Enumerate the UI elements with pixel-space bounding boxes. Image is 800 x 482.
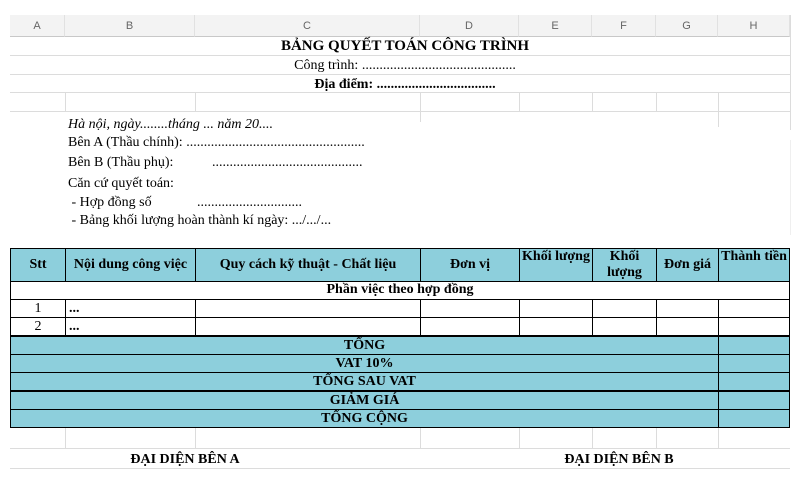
- gridline: [420, 428, 421, 448]
- location-line: Địa điểm: ..................................: [314, 77, 496, 92]
- gridline: [790, 15, 791, 130]
- summary-vat-value[interactable]: [718, 354, 790, 373]
- basis-label: Căn cứ quyết toán:: [68, 176, 174, 191]
- column-header-b[interactable]: B: [65, 15, 195, 37]
- table-row-2-content[interactable]: ...: [65, 317, 196, 336]
- gridline: [656, 92, 657, 111]
- table-row-2-amount[interactable]: [718, 317, 790, 336]
- column-header-c[interactable]: C: [195, 15, 420, 37]
- table-header-stt[interactable]: Stt: [10, 248, 66, 282]
- table-row-2-price[interactable]: [656, 317, 719, 336]
- date-line: Hà nội, ngày........tháng ... năm 20....: [68, 117, 273, 132]
- contract-number-label: - Hợp đồng số: [68, 195, 152, 210]
- volume-table-date: - Bảng khối lượng hoàn thành kí ngày: .../.../...: [68, 213, 332, 228]
- column-header-f[interactable]: F: [592, 15, 656, 37]
- project-line: Công trình: ............................................: [294, 58, 516, 73]
- gridline: [790, 140, 791, 235]
- gridline: [592, 92, 593, 111]
- gridline: [65, 428, 66, 448]
- summary-after-vat[interactable]: TỔNG SAU VAT: [10, 372, 719, 391]
- gridline: [656, 428, 657, 448]
- gridline: [420, 92, 421, 122]
- table-row-2-spec[interactable]: [195, 317, 421, 336]
- party-b-label: Bên B (Thầu phụ):: [68, 155, 174, 170]
- section-row[interactable]: Phần việc theo hợp đồng: [10, 281, 790, 300]
- gridline: [10, 111, 790, 112]
- summary-discount-value[interactable]: [718, 391, 790, 410]
- gridline: [519, 428, 520, 448]
- table-header-quantity-1[interactable]: Khối lượng: [519, 248, 593, 282]
- column-header-e[interactable]: E: [519, 15, 592, 37]
- signature-party-b: ĐẠI DIỆN BÊN B: [564, 452, 674, 467]
- gridline: [10, 468, 790, 469]
- summary-grand-total-value[interactable]: [718, 409, 790, 428]
- table-row-1-content[interactable]: ...: [65, 299, 196, 318]
- party-a-line: Bên A (Thầu chính): ...................................................: [68, 135, 365, 150]
- table-row-1-price[interactable]: [656, 299, 719, 318]
- contract-number-dots: ..............................: [197, 195, 302, 210]
- gridline: [195, 92, 196, 111]
- table-row-1-stt[interactable]: 1: [10, 299, 66, 318]
- gridline: [718, 92, 719, 127]
- table-row-1-qty2[interactable]: [592, 299, 657, 318]
- gridline: [592, 428, 593, 448]
- gridline: [10, 55, 790, 56]
- table-header-spec[interactable]: Quy cách kỹ thuật - Chất liệu: [195, 248, 421, 282]
- table-header-amount[interactable]: Thành tiền: [718, 248, 790, 282]
- gridline: [519, 92, 520, 111]
- summary-discount[interactable]: GIẢM GIÁ: [10, 391, 719, 410]
- table-row-2-unit[interactable]: [420, 317, 520, 336]
- gridline: [718, 428, 719, 448]
- column-header-a[interactable]: A: [10, 15, 65, 37]
- table-row-2-qty2[interactable]: [592, 317, 657, 336]
- summary-after-vat-value[interactable]: [718, 372, 790, 391]
- table-row-1-amount[interactable]: [718, 299, 790, 318]
- summary-total-value[interactable]: [718, 336, 790, 355]
- table-header-quantity-2[interactable]: Khối lượng: [592, 248, 657, 282]
- gridline: [10, 448, 790, 449]
- table-header-unit-price[interactable]: Đơn giá: [656, 248, 719, 282]
- table-row-2-qty1[interactable]: [519, 317, 593, 336]
- table-header-content[interactable]: Nội dung công việc: [65, 248, 196, 282]
- party-b-dots: ...........................................: [212, 155, 363, 170]
- page-title: BẢNG QUYẾT TOÁN CÔNG TRÌNH: [280, 38, 530, 54]
- column-header-g[interactable]: G: [656, 15, 718, 37]
- gridline: [195, 428, 196, 448]
- summary-grand-total[interactable]: TỔNG CỘNG: [10, 409, 719, 428]
- table-row-1-qty1[interactable]: [519, 299, 593, 318]
- signature-party-a: ĐẠI DIỆN BÊN A: [130, 452, 240, 467]
- summary-total[interactable]: TỔNG: [10, 336, 719, 355]
- table-header-unit[interactable]: Đơn vị: [420, 248, 520, 282]
- column-header-h[interactable]: H: [718, 15, 790, 37]
- table-row-1-unit[interactable]: [420, 299, 520, 318]
- table-row-2-stt[interactable]: 2: [10, 317, 66, 336]
- gridline: [65, 92, 66, 111]
- gridline: [10, 74, 790, 75]
- summary-vat[interactable]: VAT 10%: [10, 354, 719, 373]
- table-row-1-spec[interactable]: [195, 299, 421, 318]
- column-header-d[interactable]: D: [420, 15, 519, 37]
